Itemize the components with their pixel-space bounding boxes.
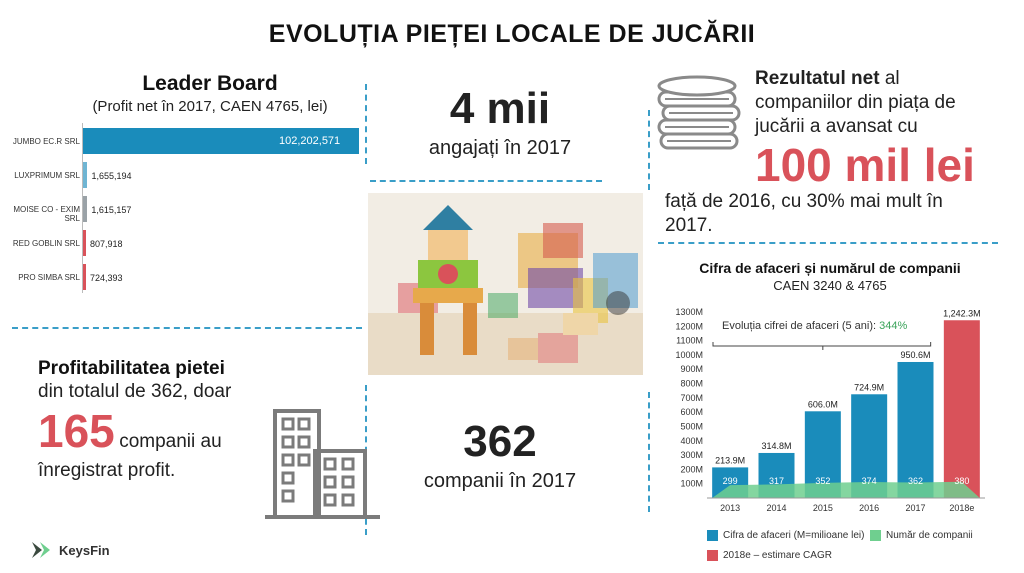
net-result-line1 xyxy=(755,67,900,91)
companies-value-label: 362 xyxy=(907,476,924,486)
leaderboard-value: 1,615,157 xyxy=(91,205,132,215)
y-tick-label: 300M xyxy=(680,450,703,461)
legend-label: 2018e – estimare CAGR xyxy=(723,550,832,561)
building-icon xyxy=(265,405,380,523)
companies-label: companii în 2017 xyxy=(423,470,577,492)
legend-swatch xyxy=(707,550,718,561)
companies-value-label: 374 xyxy=(861,476,877,486)
profitability-suffix: companii au xyxy=(119,431,222,452)
employees-number: 4 mii xyxy=(449,84,551,133)
x-tick-label: 2014 xyxy=(766,503,787,513)
x-tick-label: 2017 xyxy=(905,503,926,513)
y-tick-label: 200M xyxy=(680,464,703,475)
net-result-line3: jucării a avansat cu xyxy=(755,116,918,137)
leaderboard-row-label: RED GOBLIN SRL xyxy=(12,239,80,248)
net-result-bold: Rezultatul net xyxy=(755,68,880,89)
legend-companies xyxy=(870,530,973,541)
chart-title: Cifra de afaceri și numărul de companii xyxy=(699,260,961,276)
leaderboard-bar xyxy=(83,230,86,256)
leaderboard-row-label: LUXPRIMUM SRL xyxy=(14,171,80,180)
leaderboard-bar xyxy=(83,162,87,188)
companies-area xyxy=(712,482,980,498)
leaderboard-subtitle: (Profit net în 2017, CAEN 4765, lei) xyxy=(92,98,328,115)
y-tick-label: 1100M xyxy=(676,335,703,346)
chart-subtitle: CAEN 3240 & 4765 xyxy=(773,278,887,293)
turnover-value-label: 606.0M xyxy=(807,399,838,410)
companies-number: 362 xyxy=(463,417,537,466)
brand-chevron-icon xyxy=(30,540,56,560)
profitability-number-line xyxy=(38,404,222,458)
legend-label: Număr de companii xyxy=(886,530,973,541)
employees-label: angajați în 2017 xyxy=(428,137,572,159)
leaderboard-row-label: JUMBO EC.R SRL xyxy=(12,137,80,146)
y-tick-label: 900M xyxy=(680,364,703,375)
divider xyxy=(365,84,367,164)
divider xyxy=(370,180,602,182)
profitability-heading: Profitabilitatea pietei xyxy=(38,358,225,379)
y-tick-label: 1300M xyxy=(675,307,703,317)
legend-swatch xyxy=(707,530,718,541)
y-tick-label: 1000M xyxy=(675,349,703,360)
leaderboard-bar xyxy=(83,264,86,290)
leaderboard-row-label: MOISE CO - EXIM SRL xyxy=(13,205,80,223)
turnover-value-label: 213.9M xyxy=(715,455,746,466)
coins-icon xyxy=(655,70,745,160)
toys-photo xyxy=(368,193,643,375)
page-title: EVOLUȚIA PIEȚEI LOCALE DE JUCĂRII xyxy=(268,20,756,48)
turnover-value-label: 724.9M xyxy=(854,382,885,393)
y-tick-label: 600M xyxy=(680,407,703,418)
companies-value-label: 317 xyxy=(768,476,785,486)
y-tick-label: 400M xyxy=(680,435,703,446)
divider xyxy=(658,242,998,244)
net-result-line5: față de 2016, cu 30% mai mult în xyxy=(665,191,943,212)
turnover-value-label: 314.8M xyxy=(761,440,792,451)
chart-annotation xyxy=(722,320,907,332)
net-result-rest: al xyxy=(879,68,900,89)
legend-estimate xyxy=(707,550,832,561)
annotation-bracket xyxy=(713,342,931,346)
leaderboard-value: 724,393 xyxy=(90,273,123,283)
x-tick-label: 2013 xyxy=(720,503,741,513)
net-result-line2: companiilor din piața de xyxy=(755,92,956,113)
legend-label: Cifra de afaceri (M=milioane lei) xyxy=(723,530,865,541)
turnover-value-label: 1,242.3M xyxy=(943,308,981,319)
leaderboard-bar xyxy=(83,196,87,222)
profitability-line2: din totalul de 362, doar xyxy=(38,381,232,402)
profitability-line4: înregistrat profit. xyxy=(38,460,176,481)
leaderboard-value: 807,918 xyxy=(90,239,123,249)
turnover-value-label: 950.6M xyxy=(900,349,931,360)
companies-value-label: 352 xyxy=(815,476,831,486)
net-result-amount: 100 mil lei xyxy=(755,139,975,191)
leaderboard-title: Leader Board xyxy=(142,72,278,95)
x-tick-label: 2015 xyxy=(812,503,833,513)
net-result-line6: 2017. xyxy=(665,215,713,236)
annotation-text: Evoluția cifrei de afaceri (5 ani): xyxy=(722,320,880,332)
divider xyxy=(648,392,650,512)
x-tick-label: 2016 xyxy=(859,503,880,513)
companies-value-label: 380 xyxy=(954,476,970,486)
leaderboard-value: 102,202,571 xyxy=(279,135,341,147)
annotation-value: 344% xyxy=(879,320,908,332)
y-tick-label: 100M xyxy=(680,478,703,489)
brand-logo xyxy=(30,540,110,560)
leaderboard-row-label: PRO SIMBA SRL xyxy=(18,273,80,282)
companies-value-label: 299 xyxy=(722,476,738,486)
divider xyxy=(12,327,362,329)
legend-turnover xyxy=(707,530,864,541)
y-tick-label: 1200M xyxy=(675,321,703,332)
profitability-number: 165 xyxy=(38,405,115,457)
leaderboard-value: 1,655,194 xyxy=(91,171,132,181)
x-tick-label: 2018e xyxy=(949,503,975,513)
y-tick-label: 500M xyxy=(680,421,703,432)
y-tick-label: 700M xyxy=(680,392,703,403)
divider xyxy=(648,110,650,190)
legend-swatch xyxy=(870,530,881,541)
y-tick-label: 800M xyxy=(680,378,703,389)
brand-name: KeysFin xyxy=(59,542,110,558)
turnover-bar xyxy=(944,320,980,498)
